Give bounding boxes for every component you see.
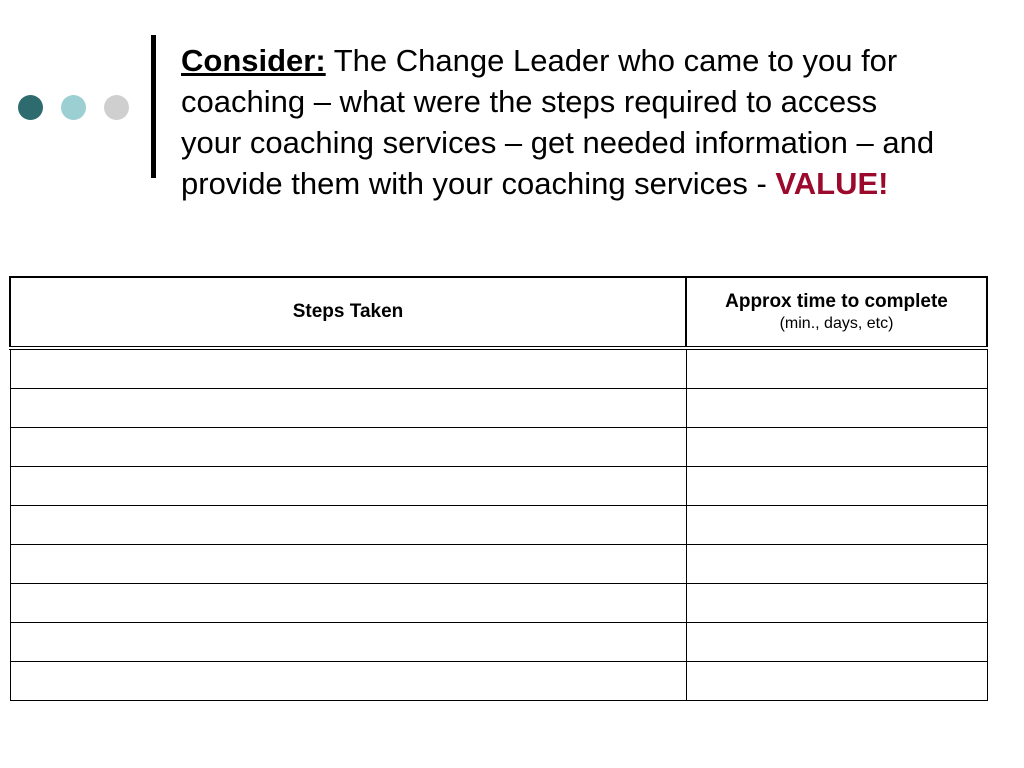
table-row — [10, 545, 987, 584]
table-row — [10, 389, 987, 428]
time-cell[interactable] — [686, 584, 987, 623]
steps-cell[interactable] — [10, 545, 686, 584]
table-row — [10, 506, 987, 545]
time-cell[interactable] — [686, 467, 987, 506]
time-cell[interactable] — [686, 428, 987, 467]
time-cell[interactable] — [686, 545, 987, 584]
header-steps-taken — [10, 277, 686, 348]
table-row — [10, 428, 987, 467]
steps-cell[interactable] — [10, 584, 686, 623]
title-line-1: The Change Leader who came to you for — [325, 43, 898, 78]
steps-cell[interactable] — [10, 662, 686, 701]
table-row — [10, 662, 987, 701]
time-cell[interactable] — [686, 348, 987, 389]
vertical-divider — [151, 35, 156, 178]
steps-table — [9, 276, 988, 701]
header-time-note: (min., days, etc) — [779, 315, 894, 332]
time-cell[interactable] — [686, 506, 987, 545]
table-row — [10, 467, 987, 506]
time-cell[interactable] — [686, 389, 987, 428]
title-line-4: provide them with your coaching services - — [181, 166, 776, 201]
time-cell[interactable] — [686, 662, 987, 701]
steps-cell[interactable] — [10, 467, 686, 506]
table-header-row — [10, 277, 987, 348]
time-cell[interactable] — [686, 623, 987, 662]
header-approx-time — [686, 277, 987, 348]
header-steps-label: Steps Taken — [292, 301, 404, 322]
table-row — [10, 348, 987, 389]
steps-cell[interactable] — [10, 389, 686, 428]
table-row — [10, 623, 987, 662]
decorative-dot-dark — [18, 95, 43, 120]
decorative-dot-gray — [104, 95, 129, 120]
table-body — [10, 348, 987, 701]
title-emphasis: VALUE! — [775, 166, 889, 201]
slide-title — [181, 40, 1021, 204]
title-line-2: coaching – what were the steps required to access — [181, 84, 878, 119]
steps-cell[interactable] — [10, 348, 686, 389]
decorative-dot-light — [61, 95, 86, 120]
steps-cell[interactable] — [10, 506, 686, 545]
title-lead: Consider: — [181, 43, 326, 78]
title-line-3: your coaching services – get needed information – and — [181, 125, 935, 160]
header-time-label: Approx time to complete — [725, 291, 948, 312]
table-row — [10, 584, 987, 623]
steps-cell[interactable] — [10, 428, 686, 467]
steps-cell[interactable] — [10, 623, 686, 662]
